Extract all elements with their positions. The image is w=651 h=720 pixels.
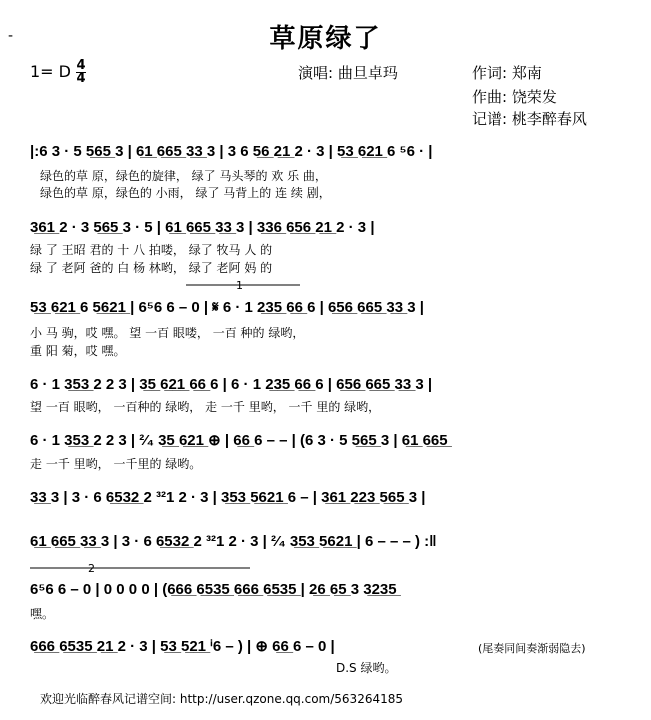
system-9 [30,638,586,675]
system-8 [30,562,402,621]
lyrics-line: 绿 了 王昭 君的 十 八 拍喽， 绿了 牧马 人 的 [30,243,273,257]
notes-line: 3̲3̲ 3 | 3 · 6 6̲5̲3̲2̲ 2 ³²1 2 · 3 | 3̲5̲3̲ 5̲6̲2̲1̲ 6 – | 3̲6̲1̲ 2̲2̲3̲ 5̲6̲5̲ 3 | [30,489,426,506]
system-1 [30,143,432,200]
system-7 [30,533,437,550]
key-signature: 1= D [30,62,71,81]
lyrics-line: 绿色的草 原，绿色的旋律， 绿了 马头琴的 欢 乐 曲， [40,169,327,183]
notes-line: |:6 3 · 5 5̲6̲5̲ 3 | 6̲1̲ 6̲6̲5̲ 3̲3̲ 3 | 3 6 5̲6̲ 2̲1̲ 2 · 3 | 5̲3̲ 6̲2̲1̲ 6 ⁵6 · | [30,143,433,160]
transcriber-credit: 记谱: 桃李醉春风 [472,110,587,128]
time-signature: 4 4 [76,58,86,86]
singer-credit: 演唱: 曲旦卓玛 [298,64,398,82]
system-4 [30,376,432,414]
volta-1-label: 1 [236,279,243,292]
lyrics-line: 重 阳 菊，哎 嘿。 [30,344,126,358]
page-dash: - [8,28,14,44]
lyricist-credit: 作词: 郑南 [472,64,542,82]
notes-line: 6 · 1 3̲5̲3̲ 2 2 3 | 3̲5̲ 6̲2̲1̲ 6̲6̲ 6 | 6 · 1 2̲3̲5̲ 6̲6̲ 6 | 6̲5̲6̲ 6̲6̲5̲ 3̲3̲ 3 | [30,376,433,393]
notes-line: 5̲3̲ 6̲2̲1̲ 6 5̲6̲2̲1̲ | 6⁵6 6 – 0 | 𝄋 6 · 1 2̲3̲5̲ 6̲6̲ 6 | 6̲5̲6̲ 6̲6̲5̲ 3̲3̲ 3 | [30,299,424,316]
composer-credit: 作曲: 饶荣发 [472,88,557,106]
lyrics-line: 走 一千 里哟， 一千里的 绿哟。 [30,457,202,471]
system-6 [30,489,425,506]
footer-text: 欢迎光临醉春风记谱空间: http://user.qzone.qq.com/563264185 [40,692,404,706]
notes-line: 6̲6̲6̲ 6̲5̲3̲5̲ 2̲1̲ 2 · 3 | 5̲3̲ 5̲2̲1̲ ⁱ6 – ) | ⊕ 6̲6̲ 6 – 0 | [30,638,335,655]
song-title: 草原绿了 [269,24,382,54]
notes-line: 6̲1̲ 6̲6̲5̲ 3̲3̲ 3 | 3 · 6 6̲5̲3̲2̲ 2 ³²1 2 · 3 | ²⁄₄ 3̲5̲3̲ 5̲6̲2̲1̲ | 6 – – – ) :‖ [30,533,437,550]
lyrics-line: 绿色的草 原，绿色的 小雨， 绿了 马背上的 连 续 剧， [40,186,331,200]
lyrics-line: D.S 绿哟。 [336,661,397,675]
system-5 [30,432,453,471]
lyrics-line: 绿 了 老阿 爸的 白 杨 林哟， 绿了 老阿 妈 的 [30,261,273,275]
system-3 [30,279,424,358]
system-2 [30,219,375,275]
lyrics-line: 望 一百 眼哟， 一百种的 绿哟， 走 一千 里哟， 一千 里的 绿哟， [30,400,381,414]
lyrics-line: 嘿。 [30,607,55,621]
volta-2-label: 2 [88,562,95,575]
notes-line: 3̲6̲1̲ 2 · 3 5̲6̲5̲ 3 · 5 | 6̲1̲ 6̲6̲5̲ 3̲3̲ 3 | 3̲3̲6̲ 6̲5̲6̲ 2̲1̲ 2 · 3 | [30,219,375,236]
lyrics-line: 小 马 驹，哎 嘿。 望 一百 眼喽， 一百 种的 绿哟， [30,326,305,340]
notes-line: 6 · 1 3̲5̲3̲ 2 2 3 | ²⁄₄ 3̲5̲ 6̲2̲1̲ ⊕ | 6̲6̲ 6 – – | (6 3 · 5 5̲6̲5̲ 3 | 6̲1̲ 6̲6̲5̲ [30,432,448,449]
notes-line: 6⁵6 6 – 0 | 0 0 0 0 | (6̲6̲6̲ 6̲5̲3̲5̲ 6̲6̲6̲ 6̲5̲3̲5̲ | 2̲6̲ 6̲5̲ 3 3̲2̲3̲5̲ [30,581,397,598]
outro-note: (尾奏同间奏渐弱隐去) [478,642,586,655]
